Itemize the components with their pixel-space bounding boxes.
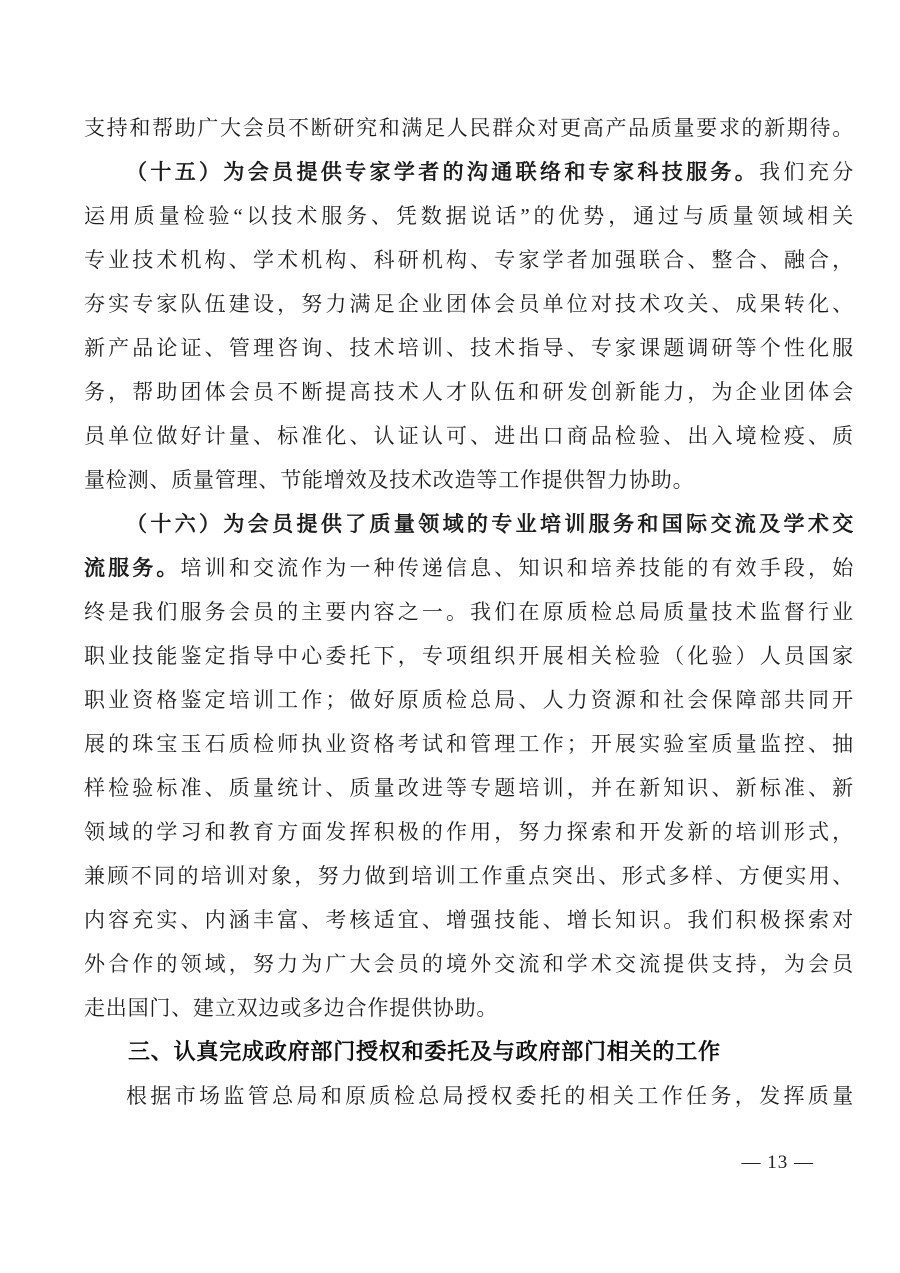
bold-text-segment: （十六）为会员提供了质量领域的专业培训服务和国际交流及学术交: [126, 512, 854, 536]
bold-text-segment: （十五）为会员提供专家学者的沟通联络和专家科技服务。: [126, 160, 760, 184]
text-segment: 专业技术机构、学术机构、科研机构、专家学者加强联合、整合、融合，: [84, 248, 854, 272]
text-segment: 根据市场监管总局和原质检总局授权委托的相关工作任务，发挥质量: [126, 1084, 854, 1108]
text-segment: 夯实专家队伍建设，努力满足企业团体会员单位对技术攻关、成果转化、: [84, 292, 854, 316]
text-segment: 兼顾不同的培训对象，努力做到培训工作重点突出、形式多样、方便实用、: [84, 864, 854, 888]
text-line: [84, 282, 854, 326]
text-line: [84, 810, 854, 854]
text-line: [84, 722, 854, 766]
text-line: [84, 1074, 854, 1118]
text-line: [84, 106, 854, 150]
text-segment: 展的珠宝玉石质检师执业资格考试和管理工作；开展实验室质量监控、抽: [84, 732, 854, 756]
text-line: [84, 678, 854, 722]
bold-text-segment: 流服务。: [84, 556, 181, 580]
text-segment: 量检测、质量管理、节能增效及技术改造等工作提供智力协助。: [84, 468, 695, 492]
text-line: [84, 634, 854, 678]
text-segment: 职业资格鉴定培训工作；做好原质检总局、人力资源和社会保障部共同开: [84, 688, 854, 712]
text-segment: 内容充实、内涵丰富、考核适宜、增强技能、增长知识。我们积极探索对: [84, 908, 854, 932]
text-line: [84, 986, 854, 1030]
text-segment: 员单位做好计量、标准化、认证认可、进出口商品检验、出入境检疫、质: [84, 424, 854, 448]
text-line: [84, 414, 854, 458]
text-line: [84, 898, 854, 942]
text-line: [84, 370, 854, 414]
bold-text-segment: 三、认真完成政府部门授权和委托及与政府部门相关的工作: [128, 1039, 721, 1064]
text-line: [84, 546, 854, 590]
text-segment: 运用质量检验“以技术服务、凭数据说话”的优势，通过与质量领域相关: [84, 204, 854, 228]
text-line: [84, 326, 854, 370]
text-segment: 领域的学习和教育方面发挥积极的作用，努力探索和开发新的培训形式，: [84, 820, 854, 844]
page-number: — 13 —: [741, 1152, 814, 1173]
text-line: [84, 942, 854, 986]
text-line: [84, 502, 854, 546]
text-segment: 走出国门、建立双边或多边合作提供协助。: [84, 996, 499, 1020]
text-segment: 务，帮助团体会员不断提高技术人才队伍和研发创新能力，为企业团体会: [84, 380, 854, 404]
text-line: [84, 194, 854, 238]
text-segment: 外合作的领域，努力为广大会员的境外交流和学术交流提供支持，为会员: [84, 952, 854, 976]
text-segment: 样检验标准、质量统计、质量改进等专题培训，并在新知识、新标准、新: [84, 776, 854, 800]
text-segment: 新产品论证、管理咨询、技术培训、技术指导、专家课题调研等个性化服: [84, 336, 854, 360]
text-line: [84, 766, 854, 810]
text-line: [84, 590, 854, 634]
text-line: [84, 854, 854, 898]
document-body: [84, 106, 854, 1118]
text-line: [84, 238, 854, 282]
text-segment: 支持和帮助广大会员不断研究和满足人民群众对更高产品质量要求的新期待。: [84, 116, 854, 140]
text-segment: 终是我们服务会员的主要内容之一。我们在原质检总局质量技术监督行业: [84, 600, 854, 624]
text-segment: 我们充分: [759, 160, 854, 184]
section-heading: [84, 1030, 854, 1074]
text-line: [84, 458, 854, 502]
text-segment: 培训和交流作为一种传递信息、知识和培养技能的有效手段，始: [180, 556, 854, 580]
text-line: [84, 150, 854, 194]
text-segment: 职业技能鉴定指导中心委托下，专项组织开展相关检验（化验）人员国家: [84, 644, 854, 668]
